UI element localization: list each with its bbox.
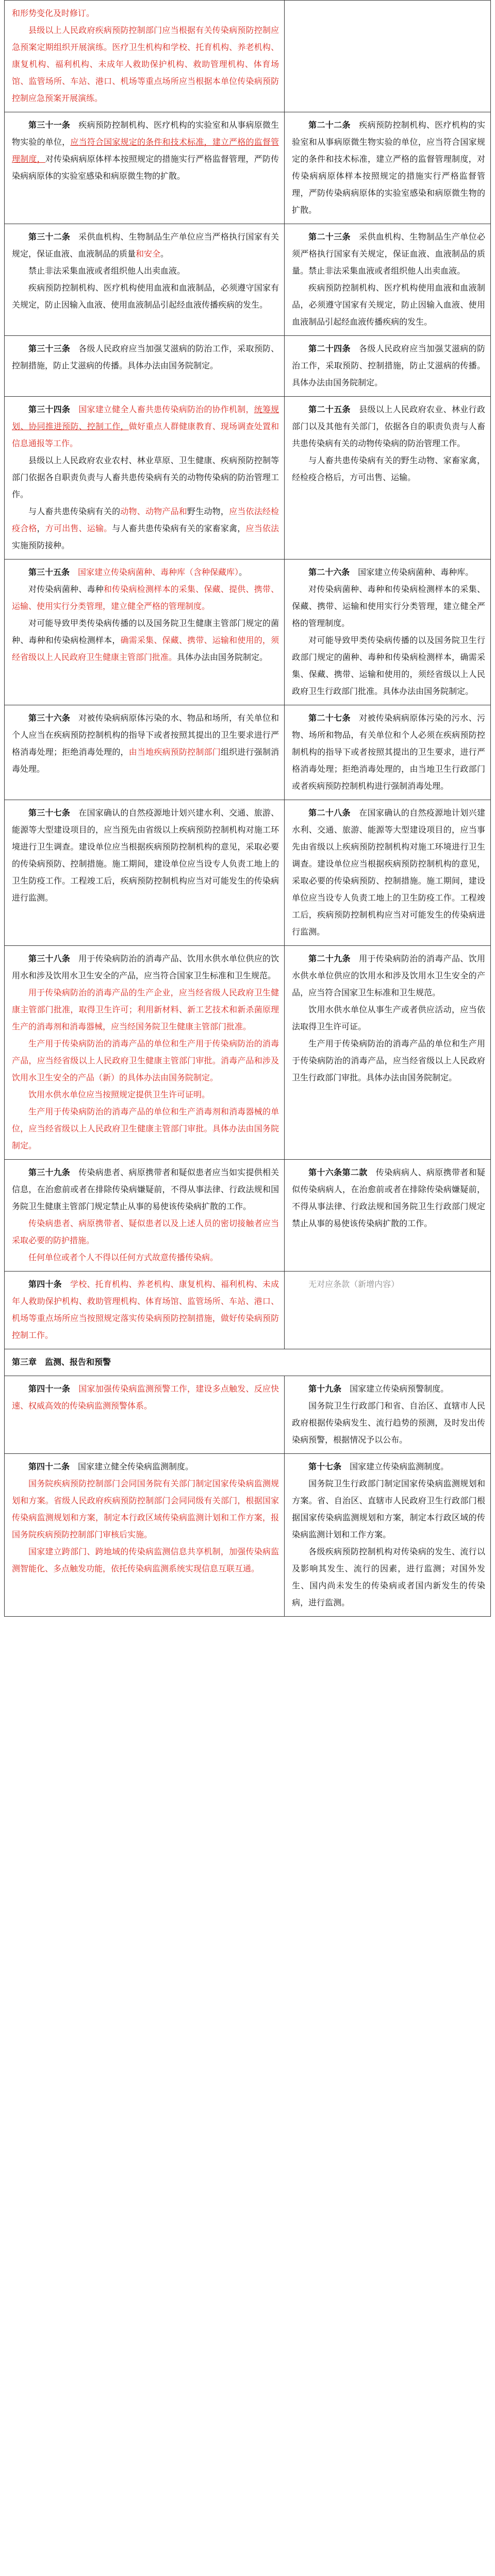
text-span: 野生动物， — [187, 506, 229, 516]
paragraph — [12, 1475, 279, 1543]
paragraph — [12, 1103, 279, 1154]
text-span: 和安全 — [136, 249, 161, 259]
paragraph — [292, 1380, 485, 1397]
text-span: 省级人民政府疾病预防控制部门会同同级有关部门，根据国家传染病监测规划和方案，制定本行政区域传染病监测计划和工作方案，报国务院疾病预防控制部门审核后实施。 — [12, 1496, 279, 1539]
paragraph — [12, 615, 279, 666]
old-law-cell — [285, 1, 491, 112]
paragraph — [12, 22, 279, 107]
article-number: 第三十五条 — [28, 567, 70, 577]
article-number: 第十六条第二款 — [308, 1167, 368, 1177]
text-span: 提供 — [136, 1090, 153, 1099]
table-row — [5, 336, 491, 397]
text-span: 消毒产品和涉及饮用水卫生安全的产品 — [12, 1056, 279, 1082]
text-span: 。 — [160, 249, 169, 259]
paragraph — [292, 228, 485, 279]
paragraph — [12, 279, 279, 313]
text-span: 生产用于传染病防治的消毒产品的单位和生产用于传染病防治的消毒产品，应当经省级以上人民政府卫生健康主管部门审批。 — [12, 1039, 279, 1065]
new-law-cell — [5, 1272, 285, 1349]
paragraph — [292, 116, 485, 218]
article-number: 第二十九条 — [308, 954, 351, 963]
text-span: 应当依法 — [245, 523, 279, 533]
text-span: 具体办法由国务院制定。 — [177, 652, 268, 662]
text-span: 与人畜共患传染病有关的 — [28, 506, 121, 516]
paragraph — [292, 709, 485, 794]
text-span: 实施预防接种。 — [12, 540, 70, 550]
paragraph — [292, 950, 485, 1001]
text-span: 国务院卫生行政部门和省、自治区、直辖市人民政府根据传染病发生、流行趋势的预测，及时发出传染病预警，根据情况予以公布。 — [292, 1401, 485, 1445]
text-span: 国家建立传染病菌种、毒种库。 — [350, 567, 474, 577]
text-span: 对传染病菌种、毒种 — [28, 584, 104, 594]
text-span: 生产用于传染病防治的消毒产品的单位和生产用于传染病防治的消毒产品，应当经省级以上人民政府卫生行政部门审批。具体办法由国务院制定。 — [292, 1039, 485, 1082]
text-span: 对传染病病原体样本按照规定的措施实行严格监督管理，严防传染病病原体的实验室感染和病原微生物的扩散。 — [12, 154, 279, 181]
paragraph — [12, 401, 279, 452]
paragraph — [12, 5, 279, 22]
new-law-cell — [5, 946, 285, 1160]
paragraph — [292, 1035, 485, 1086]
paragraph — [292, 1164, 485, 1232]
paragraph — [12, 709, 279, 777]
table-row — [5, 112, 491, 224]
paragraph — [292, 1475, 485, 1543]
text-span: 各级人民政府应当加强艾滋病的防治工作，采取预防、控制措施，防止艾滋病的传播。具体办法由国务院制定。 — [12, 344, 279, 370]
paragraph — [292, 1397, 485, 1448]
text-span: 方可出售、运输。 — [45, 523, 112, 533]
paragraph — [12, 262, 279, 279]
paragraph — [292, 452, 485, 486]
article-number: 第三十八条 — [28, 954, 71, 963]
old-law-cell — [285, 1160, 491, 1272]
text-span: 应当依法经检疫合格 — [12, 506, 279, 533]
text-span: 疾病预防控制机构、医疗机构使用血液和血液制品，必须遵守国家有关规定，防止因输入血液、使用血液制品引起经血液传播疾病的发生。 — [292, 283, 485, 327]
old-law-cell — [285, 112, 491, 224]
text-span: 生产用于传染病防治的消毒产品的单位和生产消毒剂和消毒器械的单位，应当经省级以上人民政府卫生健康主管部门审批。具体办法由国务院制定。 — [12, 1107, 279, 1150]
text-span: 国家建立跨部门、跨地域的传染病监测信息共享机制，加强传染病监测智能化、多点触发功能，依托传染病监测系统实现信息互联互通。 — [12, 1547, 279, 1573]
article-number: 第三十一条 — [28, 120, 71, 130]
text-span: 国家建立传染病监测制度。 — [341, 1462, 449, 1471]
text-span: 组织进行强制消毒处理。 — [12, 747, 279, 774]
text-span: 疾病预防控制机构、医疗机构使用血液和血液制品，必须遵守国家有关规定，防止因输入血液、使用血液制品引起经血液传播疾病的发生。 — [12, 283, 279, 310]
paragraph — [12, 503, 279, 554]
old-law-cell — [285, 946, 491, 1160]
paragraph — [292, 632, 485, 700]
article-number: 第二十二条 — [308, 120, 351, 130]
text-span: 国家建立健全传染病监测制度。 — [70, 1462, 194, 1471]
paragraph — [292, 401, 485, 452]
text-span: 与人畜共患传染病有关的家畜家禽， — [112, 523, 246, 533]
text-span: 由当地疾病预防控制部门 — [128, 747, 221, 757]
text-span: 利用新材料、新工艺技术和新杀菌原理生产的消毒剂和消毒器械，应当经国务院卫生健康主管部门批准。 — [12, 1005, 279, 1031]
table-row — [5, 946, 491, 1160]
paragraph — [12, 950, 279, 984]
new-law-cell — [5, 1160, 285, 1272]
text-span: 统筹规划、协同推进预防、控制工作， — [12, 404, 279, 431]
text-span: 用于传染病防治的消毒产品、饮用水供水单位供应的饮用水和涉及饮用水卫生安全的产品，应当符合国家卫生标准和卫生规范。 — [292, 954, 485, 997]
article-number: 第三十九条 — [28, 1167, 71, 1177]
old-law-cell — [285, 800, 491, 946]
paragraph — [12, 1458, 279, 1475]
article-number: 第二十五条 — [308, 404, 351, 414]
paragraph — [292, 279, 485, 330]
comparison-table-body — [5, 1, 491, 1617]
text-span: ， — [37, 523, 45, 533]
new-law-cell — [5, 397, 285, 560]
article-number: 第三十七条 — [28, 808, 71, 818]
paragraph — [12, 1164, 279, 1215]
article-number: 第二十三条 — [308, 232, 351, 242]
text-span: 各级人民政府应当加强艾滋病的防治工作，采取预防、控制措施，防止艾滋病的传播。具体办法由国务院制定。 — [292, 344, 485, 387]
paragraph — [12, 1215, 279, 1249]
paragraph — [12, 804, 279, 906]
text-span: 对被传染病病原体污染的污水、污物、场所和物品，有关单位和个人必须在疾病预防控制机构的指导下或者按照其提出的卫生要求，进行严格消毒处理；拒绝消毒处理的，由当地卫生行政部门或者疾病预防控制机构进行强制消毒处理。 — [292, 713, 485, 791]
text-span: 与人畜共患传染病有关的野生动物、家畜家禽，经检疫合格后，方可出售、运输。 — [292, 455, 485, 482]
paragraph — [292, 1276, 485, 1293]
article-number: 第三十二条 — [28, 232, 71, 242]
paragraph — [12, 452, 279, 503]
new-law-cell — [5, 1, 285, 112]
article-number: 第三十六条 — [28, 713, 71, 723]
old-law-cell — [285, 1376, 491, 1454]
text-span: 传染病病人、病原携带者和疑似传染病病人，在治愈前或者在排除传染病嫌疑前，不得从事法律、行政法规和国务院卫生行政部门规定禁止从事的易使该传染病扩散的工作。 — [292, 1167, 485, 1228]
text-span: 对传染病菌种、毒种和传染病检测样本的采集、保藏、携带、运输和使用实行分类管理，建立健全严格的管理制度。 — [292, 584, 485, 628]
text-span: 饮用水供水单位应当按照规定 — [28, 1090, 136, 1099]
text-span: 饮用水供水单位从事生产或者供应活动，应当依法取得卫生许可证。 — [292, 1005, 485, 1031]
paragraph — [292, 1001, 485, 1035]
new-law-cell — [5, 800, 285, 946]
article-number: 第十九条 — [308, 1384, 342, 1394]
text-span: 疾病预防控制机构、医疗机构的实验室和从事病原微生物实验的单位， — [12, 120, 279, 147]
text-span: 卫生许可证明。 — [152, 1090, 210, 1099]
text-span: 用于传染病防治的消毒产品的生产企业，应当经省级人民政府卫生健康主管部门批准，取得卫生许可； — [12, 988, 279, 1014]
paragraph — [12, 340, 279, 374]
text-span: 任何单位或者个人不得以任何方式故意传播传染病。 — [28, 1252, 219, 1262]
table-row — [5, 224, 491, 336]
text-span: 做好重点人群健康教育、现场调查处置和信息通报等工作。 — [12, 421, 279, 448]
table-row — [5, 397, 491, 560]
text-span: 县级以上人民政府疾病预防控制部门应当根据有关传染病预防控制应急预案定期组织开展演练。医疗卫生机构和学校、托育机构、养老机构、康复机构、福利机构、未成年人救助保护机构、救助管理机构、体育场馆、监管场所、车站、港口、机场等重点场所应当根据本单位传染病预防控制应急预案开展演练。 — [12, 25, 279, 103]
paragraph — [12, 564, 279, 581]
text-span: 和形势变化及时修订。 — [12, 8, 95, 18]
text-span: 和传染病检测样本的采集、保藏、提供、携带、运输、使用实行分类管理，建立健全严格的管理制度。 — [12, 584, 279, 611]
article-number: 第三十三条 — [28, 344, 71, 353]
paragraph — [12, 1380, 279, 1414]
old-law-cell — [285, 1454, 491, 1617]
article-number: 第二十七条 — [308, 713, 351, 723]
table-row — [5, 1272, 491, 1349]
new-law-cell — [5, 224, 285, 336]
table-row — [5, 705, 491, 800]
article-number: 第二十四条 — [308, 344, 351, 353]
chapter-heading-row — [5, 1349, 491, 1376]
text-span: 县级以上人民政府农业农村、林业草原、卫生健康、疾病预防控制等部门依据各自职责负责与人畜共患传染病有关的动物传染病的防治管理工作。 — [12, 455, 279, 499]
table-row — [5, 1454, 491, 1617]
chapter-heading: 第三章 监测、报告和预警 — [5, 1349, 491, 1376]
paragraph — [12, 1086, 279, 1103]
paragraph — [292, 1458, 485, 1475]
table-row — [5, 1376, 491, 1454]
paragraph — [12, 1249, 279, 1266]
text-span: 传染病患者、病原携带者和疑似患者应当如实提供相关信息，在治愈前或者在排除传染病嫌疑前，不得从事法律、行政法规和国务院卫生健康主管部门规定禁止从事的易使该传染病扩散的工作。 — [12, 1167, 279, 1211]
paragraph — [12, 116, 279, 184]
paragraph — [12, 1276, 279, 1344]
old-law-cell — [285, 560, 491, 705]
paragraph — [12, 228, 279, 262]
article-number: 第四十条 — [28, 1279, 62, 1289]
new-law-cell — [5, 1376, 285, 1454]
table-row — [5, 560, 491, 705]
text-span: 国家建立健全人畜共患传染病防治的协作机制， — [70, 404, 254, 414]
new-law-cell — [5, 1454, 285, 1617]
text-span: 国家建立传染病菌种、毒种库 — [70, 567, 186, 577]
text-span: 动物、动物产品和 — [120, 506, 187, 516]
paragraph — [292, 340, 485, 391]
text-span: 采供血机构、生物制品生产单位应当严格执行国家有关规定，保证血液、血液制品的质量 — [12, 232, 279, 259]
text-span: （含种保藏库） — [185, 567, 239, 577]
paragraph — [12, 581, 279, 615]
paragraph — [292, 581, 485, 632]
new-law-cell — [5, 112, 285, 224]
article-number: 第十七条 — [308, 1462, 342, 1471]
text-span: 应当符合国家规定的条件和技术标准，建立严格的监督管理制度， — [12, 137, 279, 164]
paragraph — [292, 804, 485, 940]
article-number: 第三十四条 — [28, 404, 71, 414]
text-span: 对被传染病病原体污染的水、物品和场所，有关单位和个人应当在疾病预防控制机构的指导下或者按照其提出的卫生要求进行严格消毒处理；拒绝消毒处理的， — [12, 713, 279, 757]
paragraph — [12, 984, 279, 1035]
text-span: 传染病患者、病原携带者、疑似患者以及上述人员的密切接触者应当采取必要的防护措施。 — [12, 1218, 279, 1245]
new-law-cell — [5, 560, 285, 705]
table-row — [5, 1160, 491, 1272]
old-law-cell — [285, 397, 491, 560]
article-number: 第四十二条 — [28, 1462, 70, 1471]
text-span: 国务院疾病预防控制部门会同国务院有关部门制定国家传染病监测规划和方案。 — [12, 1479, 279, 1505]
text-span: 国务院卫生行政部门制定国家传染病监测规划和方案。省、自治区、直辖市人民政府卫生行政部门根据国家传染病监测规划和方案，制定本行政区域的传染病监测计划和工作方案。 — [292, 1479, 485, 1539]
text-span: 各级疾病预防控制机构对传染病的发生、流行以及影响其发生、流行的因素，进行监测；对国外发生、国内尚未发生的传染病或者国内新发生的传染病，进行监测。 — [292, 1547, 485, 1607]
text-span: 在国家确认的自然疫源地计划兴建水利、交通、旅游、能源等大型建设项目的，应当预先由省级以上疾病预防控制机构对施工环境进行卫生调查。建设单位应当根据疾病预防控制机构的意见，采取必要的传染病预防、控制措施。施工期间，建设单位应当设专人负责工地上的卫生防疫工作。工程竣工后，疾病预防控制机构应当对可能发生的传染病进行监测。 — [12, 808, 279, 903]
text-span: 确需采集、保藏、携带、运输和使用的，须经省级以上人民政府卫生健康主管部门批准。 — [12, 635, 279, 662]
text-span: 县级以上人民政府农业、林业行政部门以及其他有关部门，依据各自的职责负责与人畜共患传染病有关的动物传染病的防治管理工作。 — [292, 404, 485, 448]
new-law-cell — [5, 336, 285, 397]
text-span: 用于传染病防治的消毒产品、饮用水供水单位供应的饮用水和涉及饮用水卫生安全的产品，应当符合国家卫生标准和卫生规范。 — [12, 954, 279, 980]
paragraph — [292, 1543, 485, 1611]
old-law-cell — [285, 336, 491, 397]
table-row — [5, 800, 491, 946]
old-law-cell — [285, 1272, 491, 1349]
text-span: （新） — [94, 1073, 120, 1082]
comparison-table — [4, 0, 491, 1617]
text-span: 对可能导致甲类传染病传播的以及国务院卫生行政部门规定的菌种、毒种和传染病检测样本，确需采集、保藏、携带、运输和使用的，须经省级以上人民政府卫生行政部门批准。具体办法由国务院制定。 — [292, 635, 485, 696]
text-span: 无对应条款（新增内容） — [308, 1279, 400, 1289]
table-row — [5, 1, 491, 112]
text-span: 对可能导致甲类传染病传播的以及国务院卫生健康主管部门规定的菌种、毒种和传染病检测样本， — [12, 618, 279, 645]
new-law-cell — [5, 705, 285, 800]
old-law-cell — [285, 224, 491, 336]
text-span: 。 — [239, 567, 248, 577]
text-span: 国家加强传染病监测预警工作，建设多点触发、反应快速、权威高效的传染病监测预警体系。 — [12, 1384, 279, 1411]
text-span: 采供血机构、生物制品生产单位必须严格执行国家有关规定，保证血液、血液制品的质量。禁止非法采集血液或者组织他人出卖血液。 — [292, 232, 485, 276]
text-span: 国家建立传染病预警制度。 — [341, 1384, 449, 1394]
article-number: 第四十一条 — [28, 1384, 71, 1394]
text-span: 禁止非法采集血液或者组织他人出卖血液。 — [28, 266, 186, 276]
article-number: 第二十八条 — [308, 808, 351, 818]
paragraph — [292, 564, 485, 581]
text-span: 疾病预防控制机构、医疗机构的实验室和从事病原微生物实验的单位，应当符合国家规定的条件和技术标准，建立严格的监督管理制度，对传染病病原体样本按照规定的措施实行严格监督管理，严防传染病病原体的实验室感染和病原微生物的扩散。 — [292, 120, 485, 215]
article-number: 第二十六条 — [308, 567, 350, 577]
text-span: 学校、托育机构、养老机构、康复机构、福利机构、未成年人救助保护机构、救助管理机构、体育场馆、监管场所、车站、港口、机场等重点场所应当按照规定落实传染病预防控制措施，做好传染病预防控制工作。 — [12, 1279, 279, 1340]
paragraph — [12, 1543, 279, 1577]
paragraph — [12, 1035, 279, 1086]
text-span: 的具体办法由国务院制定。 — [119, 1073, 219, 1082]
text-span: 在国家确认的自然疫源地计划兴建水利、交通、旅游、能源等大型建设项目的，应当事先由省级以上疾病预防控制机构对施工环境进行卫生调查。建设单位应当根据疾病预防控制机构的意见，采取必要的传染病预防、控制措施。施工期间，建设单位应当设专人负责工地上的卫生防疫工作。工程竣工后，疾病预防控制机构应当对可能发生的传染病进行监测。 — [292, 808, 485, 937]
old-law-cell — [285, 705, 491, 800]
